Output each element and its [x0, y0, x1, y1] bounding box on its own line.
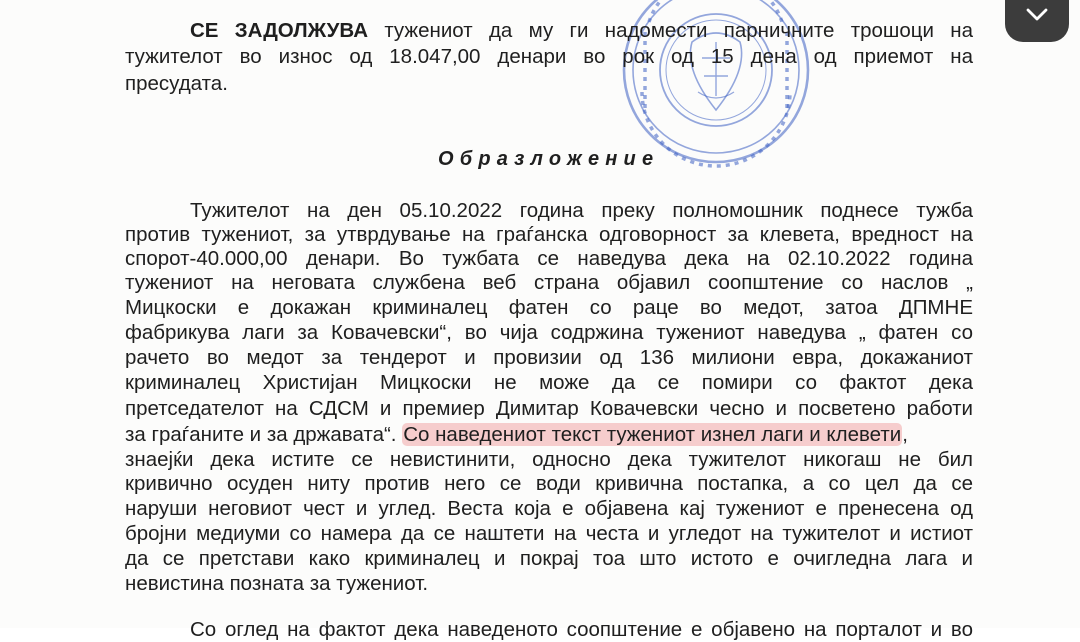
- paragraph-line: наруши неговиот чест и углед. Веста која е објавена кај тужениот е пренесена од: [125, 497, 973, 520]
- paragraph-line: Тужителот на ден 05.10.2022 година преку полномошник поднесе тужба: [190, 199, 973, 222]
- paragraph-line: знаејќи дека истите се невистинити, односно дека тужителот никогаш не бил: [125, 448, 973, 471]
- paragraph-line: бројни медиуми со намера да се наштети на честа и угледот на тужителот и истиот: [125, 522, 973, 545]
- paragraph-line: Мицкоски е докажан криминалец фатен со раце во медот, затоа ДПМНЕ: [125, 296, 973, 319]
- next-paragraph-cutoff: [190, 618, 973, 641]
- decision-line-1: [190, 19, 973, 43]
- paragraph-line-highlighted: [125, 423, 908, 447]
- scroll-down-button[interactable]: [1005, 0, 1069, 42]
- cutoff-line: Со оглед на фактот дека наведеното соопштение е објавено на порталот и во: [190, 618, 973, 641]
- highlighted-quote: Со наведениот текст тужениот изнел лаги и клевети: [403, 423, 902, 446]
- paragraph-line: кривично осуден ниту против него се води кривична постапка, а со цел да се: [125, 472, 973, 495]
- paragraph-line-end: ,: [902, 423, 908, 446]
- paragraph-line: тужениот на неговата службена веб страна објавил соопштение со наслов „: [125, 271, 973, 294]
- decision-line-1-text: тужениот да му ги надомести парничните трошоци на: [384, 19, 973, 42]
- paragraph-line: да се претстави како криминалец и покрај тоа што истото е очигледна лага и: [125, 547, 973, 570]
- paragraph-line: претседателот на СДСМ и премиер Димитар Ковачевски чесно и посветено работи: [125, 397, 973, 420]
- paragraph-line: фабрикува лаги за Ковачевски“, во чија содржина тужениот наведува „ фатен со: [125, 321, 973, 344]
- paragraph-line-start: за граѓаните и за државата“.: [125, 423, 397, 446]
- section-heading: Образложение: [438, 148, 660, 170]
- decision-line-2: тужителот во износ од 18.047,00 денари во рок од 15 дена од приемот на: [125, 45, 973, 68]
- paragraph-line: против тужениот, за утврдување на граѓанска одговорност за клевета, вредност на: [125, 223, 973, 246]
- paragraph-line: криминалец Христијан Мицкоски не може да се помири со фактот дека: [125, 371, 973, 394]
- paragraph-line: спорот-40.000,00 денари. Во тужбата се наведува дека на 02.10.2022 година: [125, 247, 973, 270]
- chevron-down-icon: [1026, 8, 1048, 22]
- decision-line-3: пресудата.: [125, 72, 228, 95]
- paragraph-line: рачето во медот за тендерот и провизии од 136 милиони евра, докажаниот: [125, 346, 973, 369]
- paragraph-line: невистина позната за тужениот.: [125, 572, 429, 595]
- decision-lead: СЕ ЗАДОЛЖУВА: [190, 19, 368, 42]
